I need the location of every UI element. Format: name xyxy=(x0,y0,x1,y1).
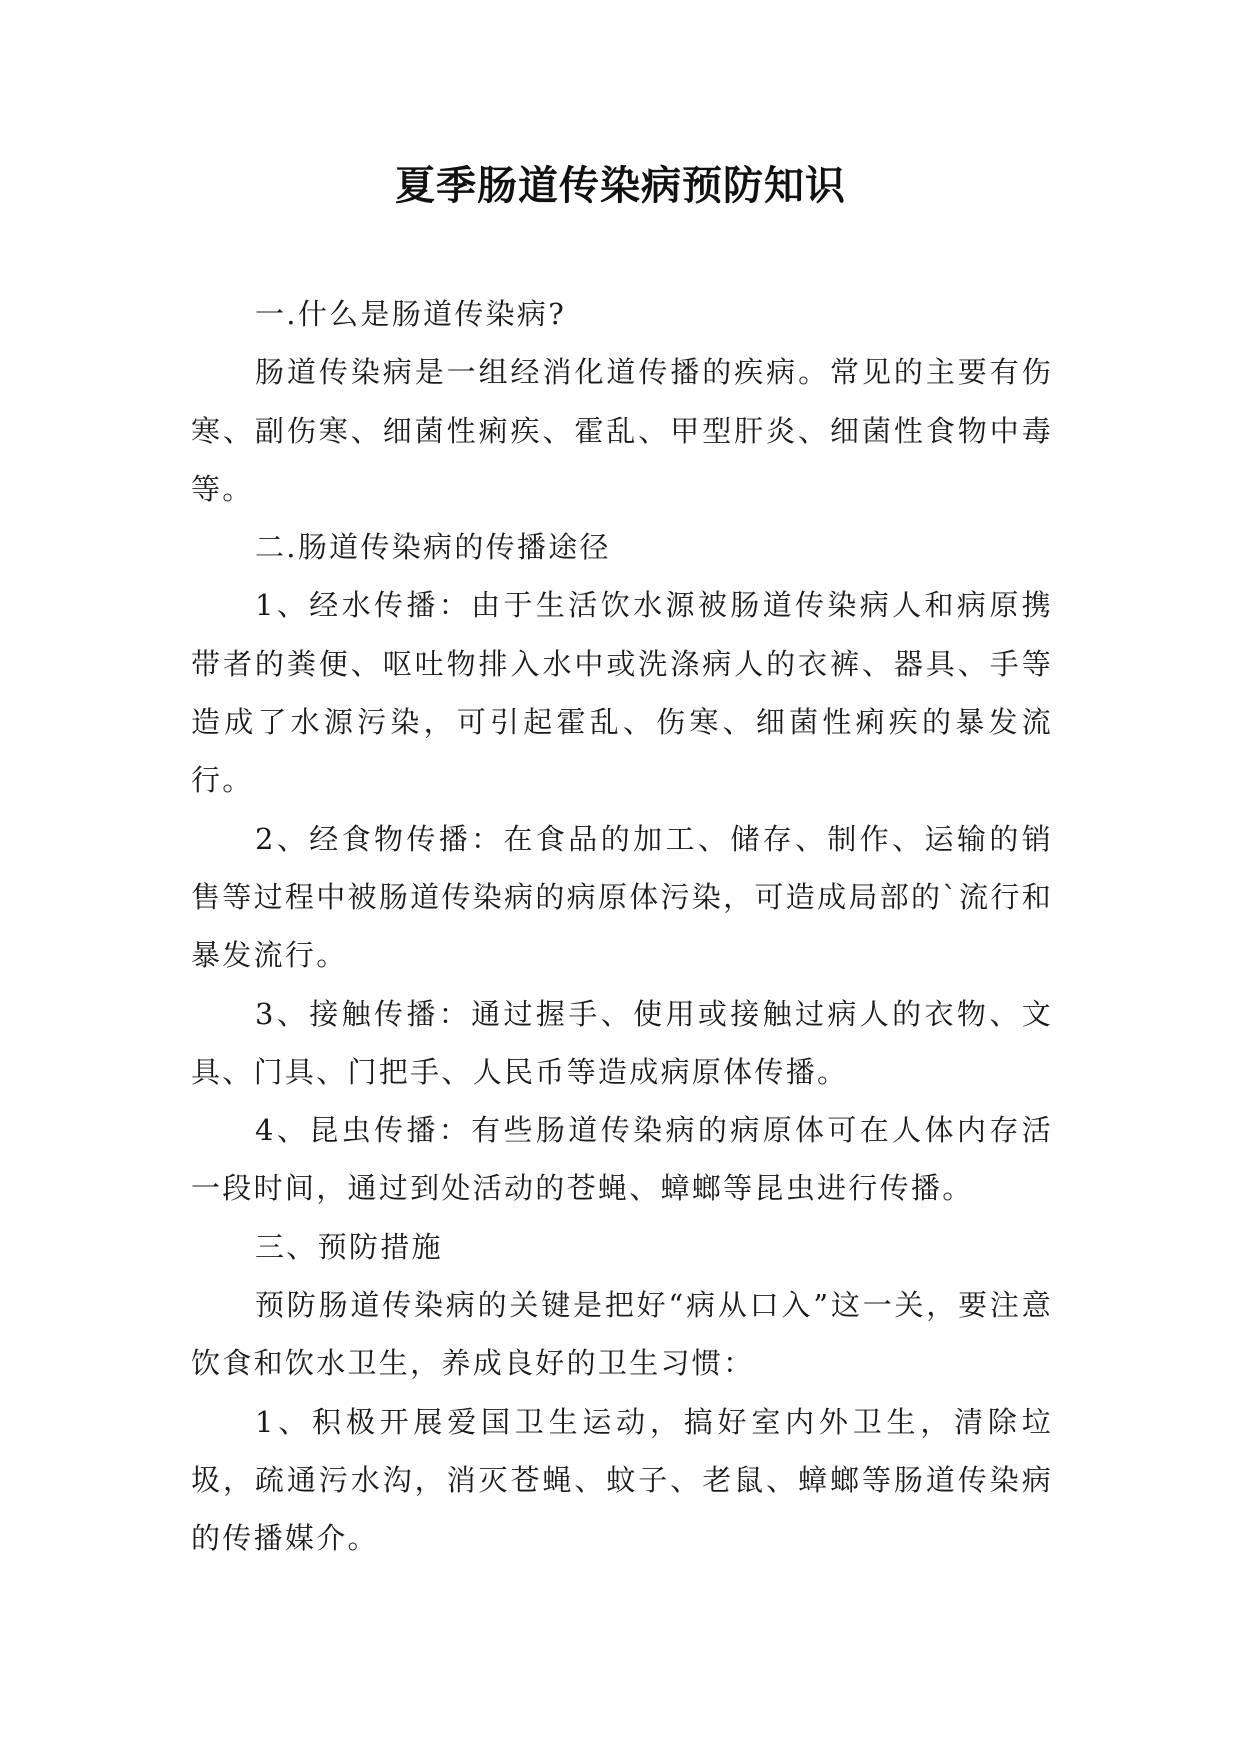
paragraph-definition: 肠道传染病是一组经消化道传播的疾病。常见的主要有伤寒、副伤寒、细菌性痢疾、霍乱、甲型肝炎、细菌性食物中毒等。 xyxy=(191,355,1053,506)
paragraph-contact-transmission: 3、接触传播：通过握手、使用或接触过病人的衣物、文具、门具、门把手、人民币等造成病原体传播。 xyxy=(191,996,1053,1089)
paragraph-food-transmission: 2、经食物传播：在食品的加工、储存、制作、运输的销售等过程中被肠道传染病的病原体污染，可造成局部的`流行和暴发流行。 xyxy=(191,821,1053,973)
section-heading-3: 三、预防措施 xyxy=(255,1229,443,1264)
section-heading-2: 二.肠道传染病的传播途径 xyxy=(255,530,611,565)
section-heading-1: 一.什么是肠道传染病? xyxy=(255,297,567,331)
paragraph-water-transmission: 1、经水传播：由于生活饮水源被肠道传染病人和病原携带者的粪便、呕吐物排入水中或洗涤病人的衣裤、器具、手等造成了水源污染，可引起霍乱、伤寒、细菌性痢疾的暴发流行。 xyxy=(191,588,1053,798)
paragraph-prevention-intro: 预防肠道传染病的关键是把好“病从口入”这一关，要注意饮食和饮水卫生，养成良好的卫生习惯： xyxy=(191,1288,1053,1381)
paragraph-insect-transmission: 4、昆虫传播：有些肠道传染病的病原体可在人体内存活一段时间，通过到处活动的苍蝇、蟑螂等昆虫进行传播。 xyxy=(191,1113,1053,1206)
document-title: 夏季肠道传染病预防知识 xyxy=(395,162,846,209)
paragraph-prevention-item-1: 1、积极开展爱国卫生运动，搞好室内外卫生，清除垃圾，疏通污水沟，消灭苍蝇、蚊子、老鼠、蟑螂等肠道传染病的传播媒介。 xyxy=(191,1404,1053,1556)
document-body xyxy=(191,285,1053,1568)
